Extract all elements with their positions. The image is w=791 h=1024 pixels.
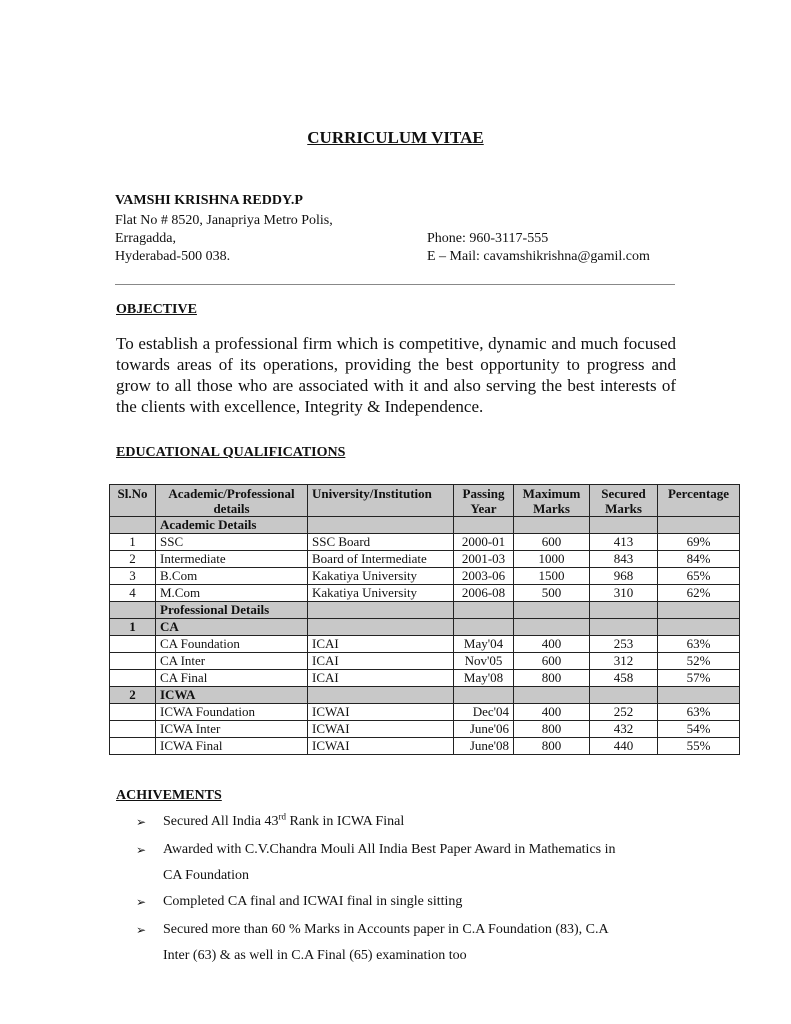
achievement-text: Secured All India 43rd Rank in ICWA Final (163, 811, 405, 829)
cell-percentage: 63% (658, 636, 740, 653)
header-divider (115, 284, 675, 285)
cell-no: 2 (110, 551, 156, 568)
achievement-text-cont: Inter (63) & as well in C.A Final (65) examination too (163, 948, 467, 963)
table-row (110, 738, 740, 755)
cell-course: CA Final (156, 670, 308, 687)
cell-university: Board of Intermediate (308, 551, 454, 568)
objective-heading: OBJECTIVE (116, 302, 197, 317)
cell-university: ICWAI (308, 704, 454, 721)
icwa-group-label: ICWA (156, 687, 308, 704)
cell-max: 500 (514, 585, 590, 602)
email-address: E – Mail: cavamshikrishna@gamil.com (427, 249, 650, 264)
cell-course: CA Foundation (156, 636, 308, 653)
table-row (110, 551, 740, 568)
cell-year: June'08 (454, 738, 514, 755)
education-table (109, 484, 740, 755)
cell-max: 400 (514, 636, 590, 653)
achievement-text: Completed CA final and ICWAI final in single sitting (163, 894, 463, 909)
cell-no: 1 (110, 534, 156, 551)
cell-no: 4 (110, 585, 156, 602)
cell-year: Dec'04 (454, 704, 514, 721)
cell-max: 600 (514, 534, 590, 551)
cell-year: 2001-03 (454, 551, 514, 568)
bullet-arrow-icon: ➢ (136, 923, 147, 937)
document-title: CURRICULUM VITAE (307, 128, 484, 147)
bullet-arrow-icon: ➢ (136, 843, 147, 857)
achievement-text: Awarded with C.V.Chandra Mouli All India Best Paper Award in Mathematics in (163, 842, 616, 857)
cell-secured: 432 (590, 721, 658, 738)
bullet-arrow-icon: ➢ (136, 895, 147, 909)
professional-section-label: Professional Details (156, 602, 308, 619)
education-heading: EDUCATIONAL QUALIFICATIONS (116, 445, 346, 460)
cell-max: 600 (514, 653, 590, 670)
academic-section-row (110, 517, 740, 534)
achievement-item-3 (138, 889, 698, 915)
phone-number: Phone: 960-3117-555 (427, 231, 549, 246)
cell-secured: 253 (590, 636, 658, 653)
ca-group-row (110, 619, 740, 636)
cell-secured: 458 (590, 670, 658, 687)
cell-secured: 843 (590, 551, 658, 568)
cell-university: Kakatiya University (308, 568, 454, 585)
achievement-text-cont: CA Foundation (163, 868, 249, 883)
cell-percentage: 57% (658, 670, 740, 687)
cell-course: ICWA Final (156, 738, 308, 755)
table-header-row (110, 485, 740, 517)
cell-secured: 310 (590, 585, 658, 602)
address-line-2: Erragadda, (115, 231, 177, 246)
cell-university: ICAI (308, 636, 454, 653)
table-row (110, 721, 740, 738)
cell-percentage: 69% (658, 534, 740, 551)
table-row (110, 534, 740, 551)
table-row (110, 585, 740, 602)
cell-percentage: 63% (658, 704, 740, 721)
cell-university: ICAI (308, 653, 454, 670)
address-line-3: Hyderabad-500 038. (115, 249, 231, 264)
icwa-group-row (110, 687, 740, 704)
cell-secured: 312 (590, 653, 658, 670)
cell-max: 800 (514, 721, 590, 738)
cell-percentage: 62% (658, 585, 740, 602)
cell-course: ICWA Inter (156, 721, 308, 738)
cell-year: June'06 (454, 721, 514, 738)
address-line-1: Flat No # 8520, Janapriya Metro Polis, (115, 213, 333, 228)
candidate-name: VAMSHI KRISHNA REDDY.P (115, 193, 303, 208)
ca-group-label: CA (156, 619, 308, 636)
cell-year: May'04 (454, 636, 514, 653)
table-row (110, 704, 740, 721)
cell-secured: 968 (590, 568, 658, 585)
cell-secured: 413 (590, 534, 658, 551)
header-percentage: Percentage (658, 485, 740, 517)
header-university: University/Institution (308, 485, 454, 517)
header-passing-year: Passing Year (454, 485, 514, 517)
cell-percentage: 52% (658, 653, 740, 670)
cell-secured: 440 (590, 738, 658, 755)
cell-course: CA Inter (156, 653, 308, 670)
achievements-heading: ACHIVEMENTS (116, 788, 222, 803)
cell-course: M.Com (156, 585, 308, 602)
cell-no: 2 (110, 687, 156, 704)
table-row (110, 653, 740, 670)
header-max-marks: Maximum Marks (514, 485, 590, 517)
cell-percentage: 55% (658, 738, 740, 755)
cell-year: 2003-06 (454, 568, 514, 585)
cell-course: B.Com (156, 568, 308, 585)
cell-no: 3 (110, 568, 156, 585)
academic-section-label: Academic Details (156, 517, 308, 534)
cell-max: 1500 (514, 568, 590, 585)
cell-percentage: 84% (658, 551, 740, 568)
cell-university: Kakatiya University (308, 585, 454, 602)
cell-max: 800 (514, 670, 590, 687)
cell-university: ICWAI (308, 738, 454, 755)
professional-section-row (110, 602, 740, 619)
cell-university: ICAI (308, 670, 454, 687)
cell-max: 1000 (514, 551, 590, 568)
cell-year: 2000-01 (454, 534, 514, 551)
cell-year: Nov'05 (454, 653, 514, 670)
header-details: Academic/Professional details (156, 485, 308, 517)
cell-max: 400 (514, 704, 590, 721)
achievement-item-4 (138, 917, 698, 969)
cell-max: 800 (514, 738, 590, 755)
cell-university: ICWAI (308, 721, 454, 738)
cell-secured: 252 (590, 704, 658, 721)
achievement-item-1 (138, 809, 698, 835)
achievement-item-2 (138, 837, 698, 889)
header-slno: Sl.No (110, 485, 156, 517)
cell-no: 1 (110, 619, 156, 636)
bullet-arrow-icon: ➢ (136, 815, 147, 829)
objective-text: To establish a professional firm which is competitive, dynamic and much focused towards areas of its operations, providing the best opportunity to progress and grow to all those who are associated with it and also serving the best interests of the clients with excellence, Integrity & Independence. (116, 334, 676, 416)
cell-course: Intermediate (156, 551, 308, 568)
cell-percentage: 54% (658, 721, 740, 738)
header-secured-marks: Secured Marks (590, 485, 658, 517)
cell-percentage: 65% (658, 568, 740, 585)
cell-course: SSC (156, 534, 308, 551)
cell-university: SSC Board (308, 534, 454, 551)
cell-year: May'08 (454, 670, 514, 687)
cell-year: 2006-08 (454, 585, 514, 602)
table-row (110, 568, 740, 585)
cell-course: ICWA Foundation (156, 704, 308, 721)
table-row (110, 636, 740, 653)
achievement-text: Secured more than 60 % Marks in Accounts paper in C.A Foundation (83), C.A (163, 922, 609, 937)
table-row (110, 670, 740, 687)
